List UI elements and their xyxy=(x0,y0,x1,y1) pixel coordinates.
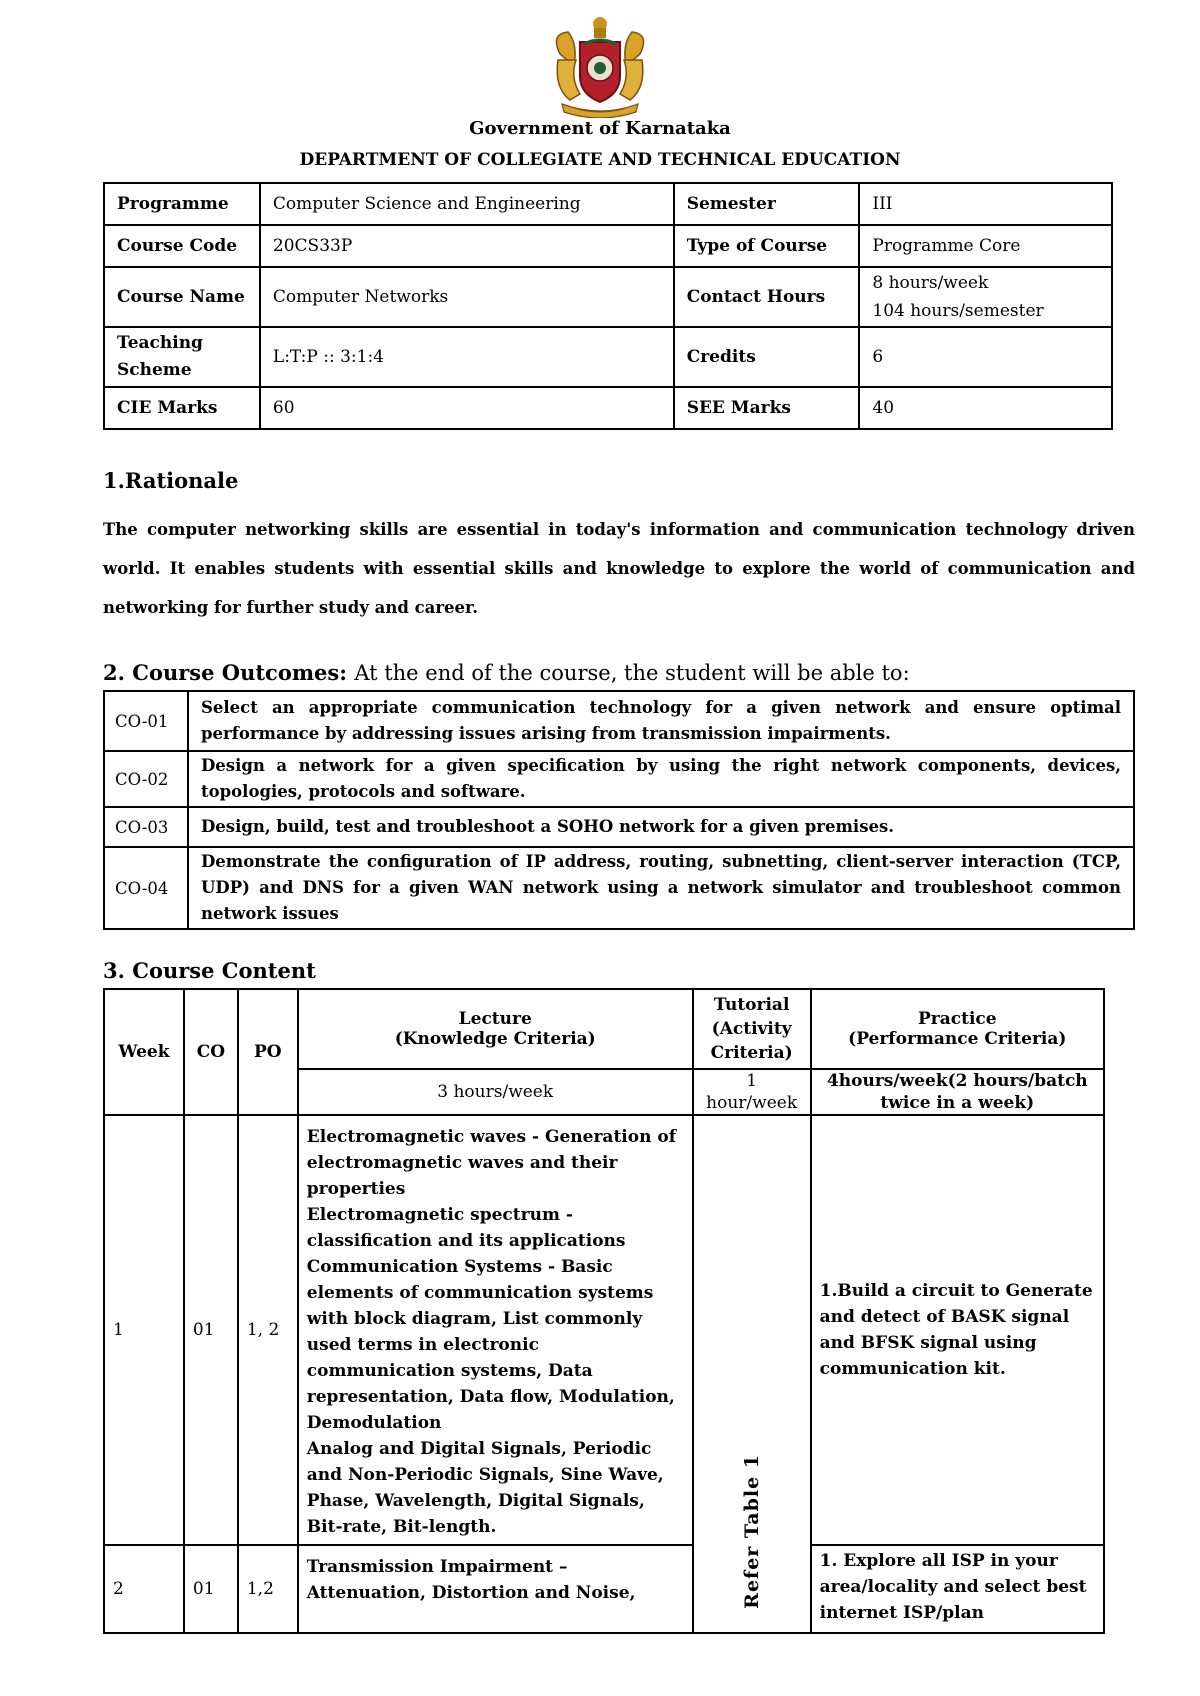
lecture-title: Lecture xyxy=(458,1009,532,1029)
course-code-label: Course Code xyxy=(104,225,260,267)
lecture-hours: 3 hours/week xyxy=(298,1069,693,1115)
co-cell: 01 xyxy=(184,1115,238,1545)
week-header: Week xyxy=(104,989,184,1115)
cie-marks-value: 60 xyxy=(260,387,674,429)
outcomes-title: 2. Course Outcomes: xyxy=(103,660,347,685)
table-row xyxy=(104,1115,1104,1545)
hours-per-semester: 104 hours/semester xyxy=(872,301,1044,321)
semester-value: III xyxy=(859,183,1112,225)
lecture-topic: Electromagnetic waves - Generation of electromagnetic waves and their properties xyxy=(306,1127,677,1199)
co-text: Design a network for a given specification by using the right network components, devices, topologies, protocols and software. xyxy=(188,751,1134,807)
hours-per-week: 8 hours/week xyxy=(872,273,989,293)
table-row xyxy=(104,847,1134,929)
department-title: DEPARTMENT OF COLLEGIATE AND TECHNICAL EDUCATION xyxy=(299,150,901,170)
tutorial-header: Tutorial (Activity Criteria) xyxy=(693,989,811,1069)
credits-label: Credits xyxy=(674,327,860,387)
practice-text: Explore all ISP in your area/locality and select best internet ISP/plan xyxy=(819,1551,1087,1623)
lecture-header xyxy=(298,989,693,1069)
outcomes-subtitle: At the end of the course, the student will be able to: xyxy=(354,661,910,685)
lecture-topic: Communication Systems - Basic elements of communication systems with block diagram, List commonly used terms in electronic communication systems, Data representation, Data flow, Modulation, Demodulation xyxy=(306,1257,675,1433)
lecture-cell xyxy=(298,1545,693,1633)
lecture-topic: Analog and Digital Signals, Periodic and Non-Periodic Signals, Sine Wave, Phase, Wavelength, Digital Signals, Bit-rate, Bit-length. xyxy=(306,1439,664,1537)
course-content-heading: 3. Course Content xyxy=(103,958,316,983)
outcomes-heading xyxy=(103,660,910,685)
week-cell: 1 xyxy=(104,1115,184,1545)
course-name-value: Computer Networks xyxy=(260,267,674,327)
contact-hours-label: Contact Hours xyxy=(674,267,860,327)
practice-hours: 4hours/week(2 hours/batch twice in a week) xyxy=(811,1069,1104,1115)
practice-number: 1. xyxy=(819,1281,838,1301)
table-row xyxy=(104,267,1112,327)
lecture-topic: Electromagnetic spectrum - classification and its applications xyxy=(306,1205,626,1251)
course-info-table xyxy=(103,182,1113,430)
lecture-subtitle: (Knowledge Criteria) xyxy=(394,1029,596,1049)
practice-number: 1. xyxy=(819,1551,838,1571)
rationale-text: The computer networking skills are essential in today's information and communication technology driven world. It enables students with essential skills and knowledge to explore the world of communication and networking for further study and career. xyxy=(103,520,1135,617)
government-title: Government of Karnataka xyxy=(469,118,731,139)
table-row xyxy=(104,387,1112,429)
week-cell: 2 xyxy=(104,1545,184,1633)
teaching-scheme-value: L:T:P :: 3:1:4 xyxy=(260,327,674,387)
table-row xyxy=(104,1545,1104,1633)
table-row xyxy=(104,183,1112,225)
practice-subtitle: (Performance Criteria) xyxy=(848,1029,1067,1049)
co-header: CO xyxy=(184,989,238,1115)
course-content-table xyxy=(103,988,1105,1634)
table-row xyxy=(104,691,1134,751)
credits-value: 6 xyxy=(859,327,1112,387)
course-outcomes-table xyxy=(103,690,1135,930)
table-row xyxy=(104,327,1112,387)
tutorial-reference: Refer Table 1 xyxy=(740,1454,763,1609)
programme-label: Programme xyxy=(104,183,260,225)
co-text: Demonstrate the configuration of IP address, routing, subnetting, client-server interaction (TCP, UDP) and DNS for a given WAN network using a network simulator and troubleshoot common network issues xyxy=(188,847,1134,929)
course-type-label: Type of Course xyxy=(674,225,860,267)
po-cell: 1,2 xyxy=(238,1545,298,1633)
see-marks-label: SEE Marks xyxy=(674,387,860,429)
lecture-topic: Transmission Impairment – Attenuation, Distortion and Noise, xyxy=(306,1557,636,1603)
practice-title: Practice xyxy=(918,1009,997,1029)
karnataka-emblem-icon xyxy=(540,14,660,118)
co-id: CO-04 xyxy=(104,847,188,929)
co-text: Select an appropriate communication technology for a given network and ensure optimal performance by addressing issues arising from transmission impairments. xyxy=(188,691,1134,751)
co-cell: 01 xyxy=(184,1545,238,1633)
table-row xyxy=(104,225,1112,267)
table-row xyxy=(104,807,1134,847)
table-header-row xyxy=(104,989,1104,1069)
lecture-cell xyxy=(298,1115,693,1545)
co-id: CO-01 xyxy=(104,691,188,751)
co-id: CO-03 xyxy=(104,807,188,847)
teaching-scheme-label: Teaching Scheme xyxy=(104,327,260,387)
co-text: Design, build, test and troubleshoot a SOHO network for a given premises. xyxy=(188,807,1134,847)
tutorial-hours: 1 hour/week xyxy=(693,1069,811,1115)
course-type-value: Programme Core xyxy=(859,225,1112,267)
po-header: PO xyxy=(238,989,298,1115)
course-name-label: Course Name xyxy=(104,267,260,327)
tutorial-cell xyxy=(693,1115,811,1633)
contact-hours-value xyxy=(859,267,1112,327)
table-row xyxy=(104,751,1134,807)
rationale-heading: 1.Rationale xyxy=(103,468,239,493)
course-code-value: 20CS33P xyxy=(260,225,674,267)
practice-cell xyxy=(811,1115,1104,1545)
practice-cell xyxy=(811,1545,1104,1633)
practice-text: Build a circuit to Generate and detect of BASK signal and BFSK signal using communication kit. xyxy=(819,1281,1093,1379)
co-id: CO-02 xyxy=(104,751,188,807)
see-marks-value: 40 xyxy=(859,387,1112,429)
programme-value: Computer Science and Engineering xyxy=(260,183,674,225)
semester-label: Semester xyxy=(674,183,860,225)
po-cell: 1, 2 xyxy=(238,1115,298,1545)
cie-marks-label: CIE Marks xyxy=(104,387,260,429)
practice-header xyxy=(811,989,1104,1069)
